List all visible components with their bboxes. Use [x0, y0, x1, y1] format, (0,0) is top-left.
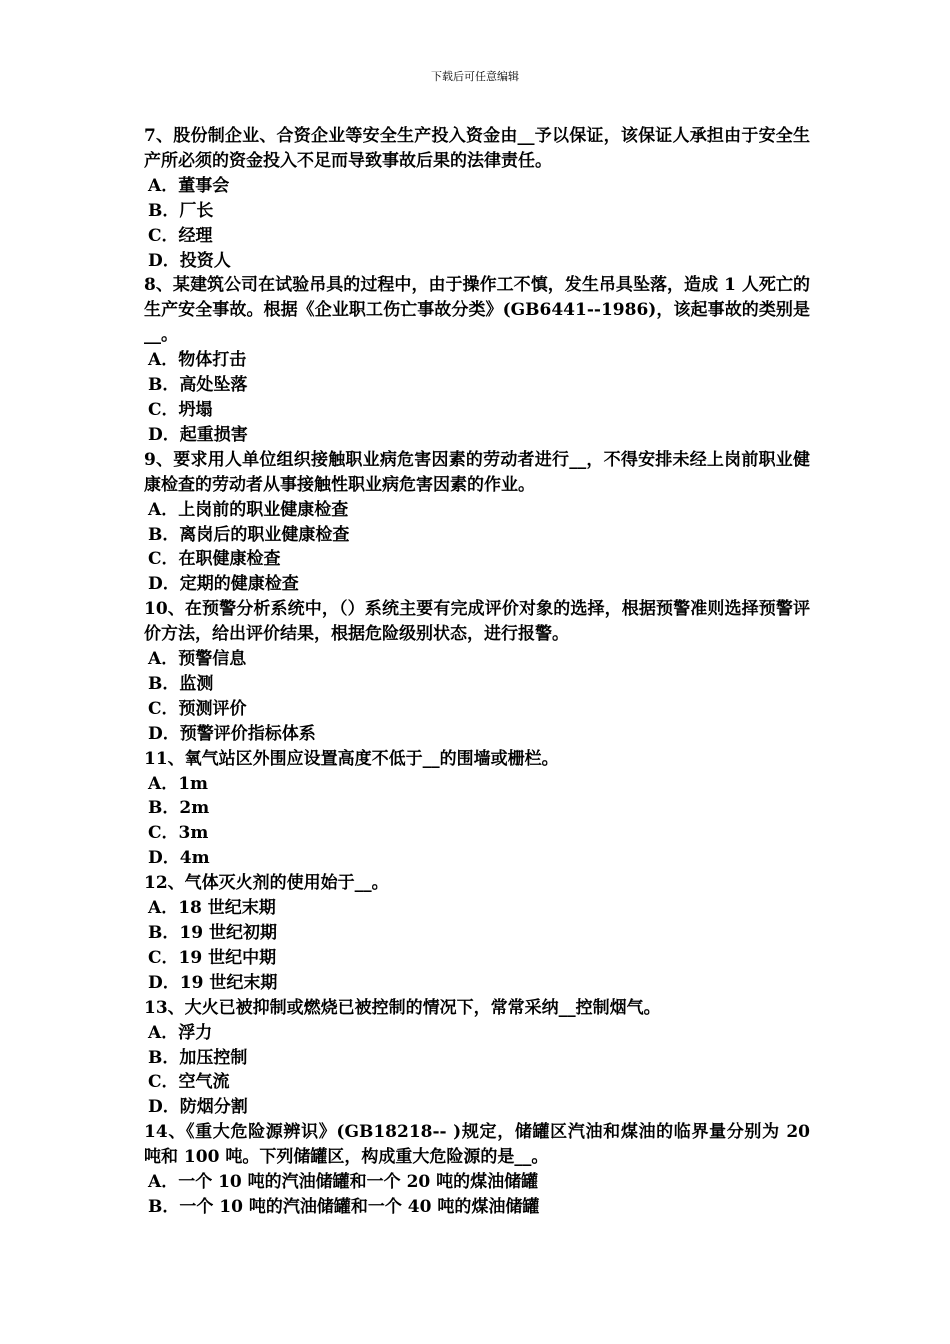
- option-a: A．一个 10 吨的汽油储罐和一个 20 吨的煤油储罐: [148, 1172, 539, 1193]
- question-text: 14、《重大危险源辨识》(GB18218-- )规定，储罐区汽油和煤油的临界量分别为 20 吨和 100 吨。下列储罐区，构成重大危险源的是__。: [144, 1122, 810, 1168]
- question-7: [144, 124, 810, 273]
- option-a: A．物体打击: [148, 350, 247, 371]
- option-d: D．起重损害: [148, 424, 248, 445]
- question-text: 10、在预警分析系统中，（）系统主要有完成评价对象的选择，根据预警准则选择预警评价方法，给出评价结果，根据危险级别状态，进行报警。: [144, 599, 810, 645]
- option-b: B．加压控制: [148, 1047, 248, 1068]
- question-text: 13、大火已被抑制或燃烧已被控制的情况下，常常采纳__控制烟气。: [144, 997, 661, 1018]
- question-14: [144, 1120, 810, 1220]
- option-b: B．监测: [148, 673, 214, 694]
- option-b: B．2m: [148, 798, 210, 819]
- option-b: B．离岗后的职业健康检查: [148, 524, 350, 545]
- page-header: 下载后可任意编辑: [431, 70, 519, 83]
- question-text: 8、某建筑公司在试验吊具的过程中，由于操作工不慎，发生吊具坠落，造成 1 人死亡的生产安全事故。根据《企业职工伤亡事故分类》(GB6441--1986)，该起事故的类别是__。: [144, 275, 810, 346]
- option-c: C．在职健康检查: [148, 549, 281, 570]
- question-9: [144, 448, 810, 597]
- option-d: D．投资人: [148, 250, 231, 271]
- question-list: [144, 124, 810, 1220]
- option-d: D．预警评价指标体系: [148, 723, 316, 744]
- option-c: C．经理: [148, 225, 213, 246]
- question-13: [144, 996, 810, 1121]
- question-text: 7、股份制企业、合资企业等安全生产投入资金由__予以保证，该保证人承担由于安全生产所必须的资金投入不足而导致事故后果的法律责任。: [144, 126, 810, 171]
- option-a: A．1m: [148, 773, 209, 794]
- option-b: B．19 世纪初期: [148, 923, 277, 943]
- option-b: B．高处坠落: [148, 375, 248, 396]
- option-a: A．浮力: [148, 1022, 213, 1043]
- option-b: B．厂长: [148, 200, 214, 221]
- option-a: A．18 世纪末期: [148, 898, 276, 919]
- option-b: B．一个 10 吨的汽油储罐和一个 40 吨的煤油储罐: [148, 1196, 540, 1217]
- question-10: [144, 597, 810, 746]
- option-a: A．预警信息: [148, 649, 247, 670]
- option-d: D．4m: [148, 848, 210, 869]
- option-c: C．3m: [148, 823, 209, 844]
- option-c: C．坍塌: [148, 399, 213, 420]
- question-text: 11、氧气站区外围应设置高度不低于__的围墙或栅栏。: [144, 748, 559, 769]
- question-11: [144, 747, 810, 872]
- option-d: D．防烟分割: [148, 1097, 248, 1118]
- option-c: C．19 世纪中期: [148, 947, 277, 968]
- question-text: 9、要求用人单位组织接触职业病危害因素的劳动者进行__，不得安排未经上岗前职业健康检查的劳动者从事接触性职业病危害因素的作业。: [144, 449, 810, 495]
- option-a: A．上岗前的职业健康检查: [148, 499, 349, 520]
- option-a: A．董事会: [148, 175, 230, 196]
- option-c: C．预测评价: [148, 698, 247, 719]
- option-d: D．19 世纪末期: [148, 972, 278, 993]
- option-c: C．空气流: [148, 1072, 230, 1093]
- question-8: [144, 273, 810, 447]
- question-text: 12、气体灭火剂的使用始于__。: [144, 873, 389, 894]
- option-d: D．定期的健康检查: [148, 574, 299, 595]
- question-12: [144, 871, 810, 996]
